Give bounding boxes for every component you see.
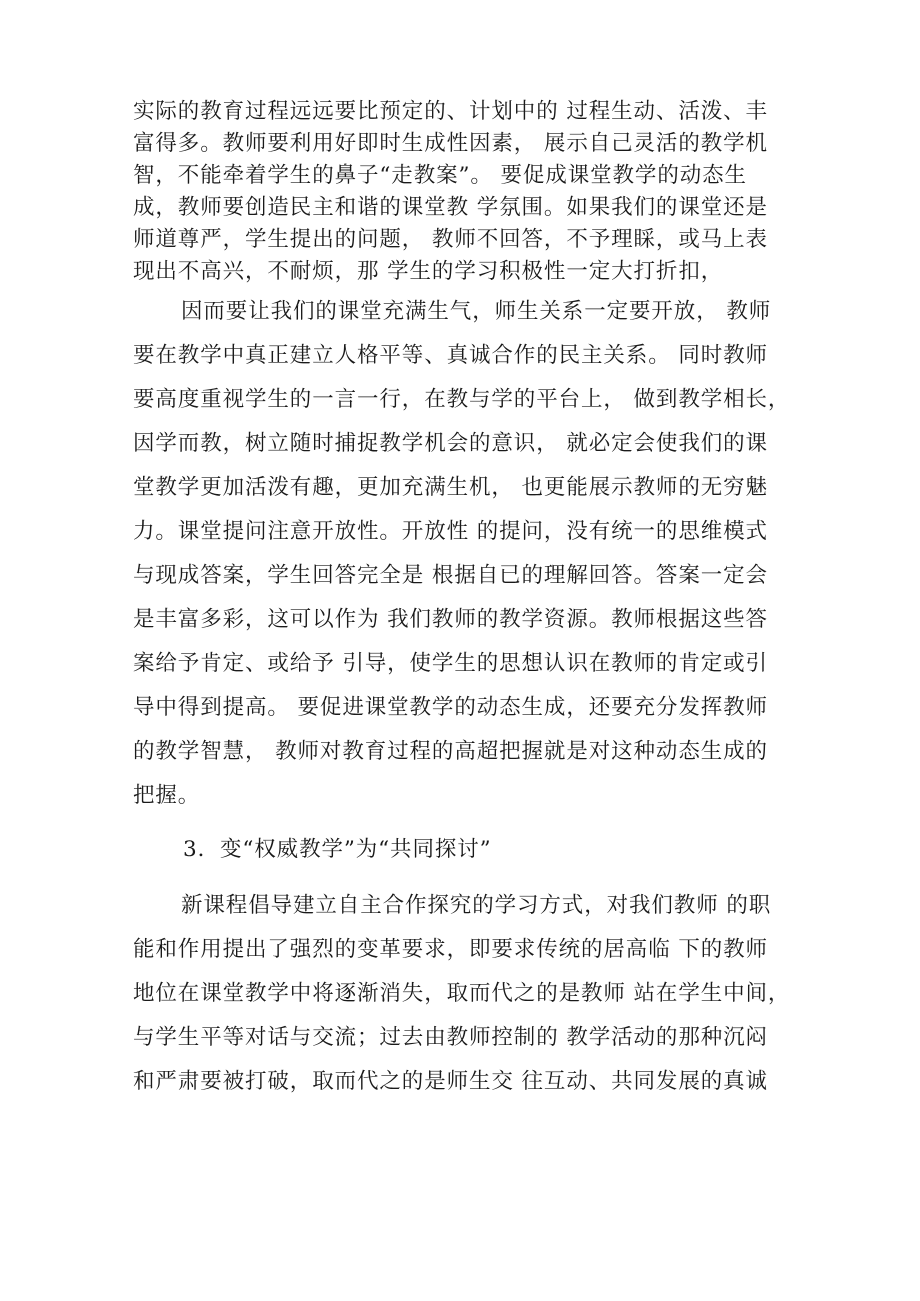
paragraph-line: 能和作用提出了强烈的变革要求，即要求传统的居高临 下的教师 (133, 937, 768, 962)
paragraph-line: 地位在课堂教学中将逐渐消失，取而代之的是教师 站在学生中间， (133, 981, 791, 1006)
paragraph-line: 因而要让我们的课堂充满生气，师生关系一定要开放， 教师 (181, 299, 772, 324)
paragraph-line: 导中得到提高。 要促进课堂教学的动态生成，还要充分发挥教师 (133, 695, 768, 720)
paragraph-line: 力。课堂提问注意开放性。开放性 的提问，没有统一的思维模式 (133, 519, 768, 544)
paragraph-line: 要在教学中真正建立人格平等、真诚合作的民主关系。 同时教师 (133, 343, 768, 368)
paragraph-line: 实际的教育过程远远要比预定的、计划中的 过程生动、活泼、丰 (133, 99, 768, 124)
paragraph-line: 案给予肯定、或给予 引导，使学生的思想认识在教师的肯定或引 (133, 651, 768, 676)
paragraph-line: 与学生平等对话与交流；过去由教师控制的 教学活动的那种沉闷 (133, 1025, 768, 1050)
paragraph-line: 与现成答案，学生回答完全是 根据自已的理解回答。答案一定会 (133, 563, 768, 588)
paragraph-line: 现出不高兴，不耐烦，那 学生的学习积极性一定大打折扣， (133, 259, 724, 284)
paragraph-line: 是丰富多彩，这可以作为 我们教师的教学资源。教师根据这些答 (133, 607, 768, 632)
paragraph-line: 和严肃要被打破，取而代之的是师生交 往互动、共同发展的真诚 (133, 1069, 768, 1094)
paragraph-line: 富得多。教师要利用好即时生成性因素， 展示自己灵活的教学机 (133, 131, 768, 156)
paragraph-line: 成，教师要创造民主和谐的课堂教 学氛围。如果我们的课堂还是 (133, 195, 768, 220)
section-heading: 3．变“权威教学”为“共同探讨” (183, 837, 492, 862)
paragraph-line: 要高度重视学生的一言一行，在教与学的平台上， 做到教学相长， (133, 387, 791, 412)
paragraph-line: 的教学智慧， 教师对教育过程的高超把握就是对这种动态生成的 (133, 739, 768, 764)
paragraph-line: 堂教学更加活泼有趣，更加充满生机， 也更能展示教师的无穷魅 (133, 475, 768, 500)
paragraph-line: 智，不能牵着学生的鼻子“走教案”。 要促成课堂教学的动态生 (133, 163, 747, 188)
paragraph-line: 师道尊严，学生提出的问题， 教师不回答，不予理睬，或马上表 (133, 227, 768, 252)
paragraph-line: 新课程倡导建立自主合作探究的学习方式，对我们教师 的职 (181, 893, 772, 918)
paragraph-line: 因学而教，树立随时捕捉教学机会的意识， 就必定会使我们的课 (133, 431, 768, 456)
paragraph-line: 把握。 (133, 783, 201, 808)
